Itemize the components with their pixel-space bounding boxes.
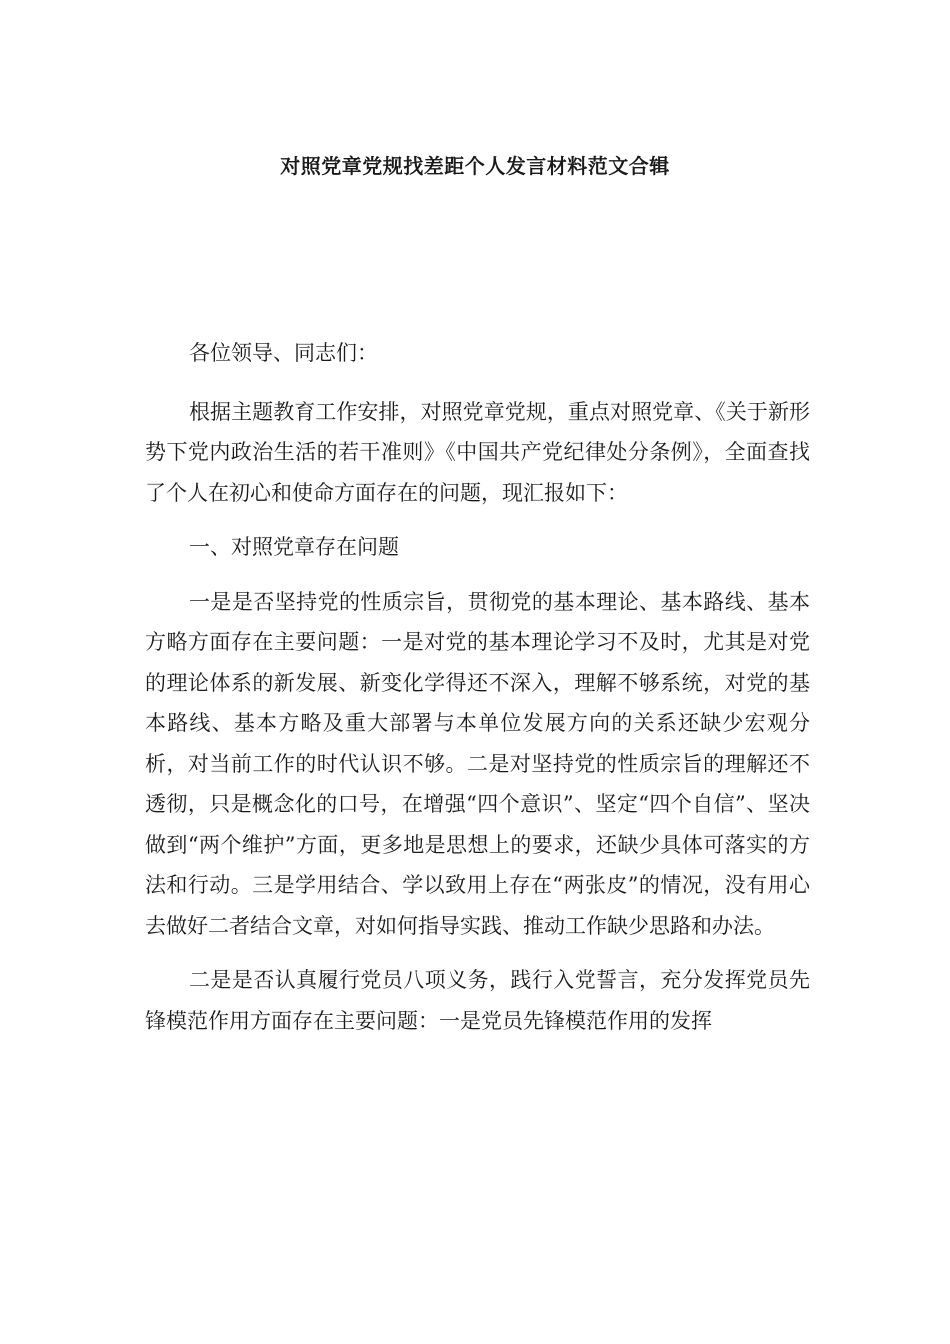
- document-body: [145, 333, 810, 1055]
- body-paragraph: 二是是否认真履行党员八项义务，践行入党誓言，充分发挥党员先锋模范作用方面存在主要问题：一是党员先锋模范作用的发挥: [145, 968, 810, 1033]
- salutation-paragraph: 各位领导、同志们：: [189, 341, 378, 365]
- section-heading: 一、对照党章存在问题: [189, 535, 399, 559]
- intro-paragraph: 根据主题教育工作安排，对照党章党规，重点对照党章、《关于新形势下党内政治生活的若干准则》《中国共产党纪律处分条例》，全面查找了个人在初心和使命方面存在的问题，现汇报如下：: [145, 399, 810, 505]
- body-paragraph: 一是是否坚持党的性质宗旨，贯彻党的基本理论、基本路线、基本方略方面存在主要问题：一是对党的基本理论学习不及时，尤其是对党的理论体系的新发展、新变化学得还不深入，理解不够系统，对党的基本路线、基本方略及重大部署与本单位发展方向的关系还缺少宏观分析，对当前工作的时代认识不够。二是对坚持党的性质宗旨的理解还不透彻，只是概念化的口号，在增强“四个意识”、坚定“四个自信”、坚决做到“两个维护”方面，更多地是思想上的要求，还缺少具体可落实的方法和行动。三是学用结合、学以致用上存在“两张皮”的情况，没有用心去做好二者结合文章，对如何指导实践、推动工作缺少思路和办法。: [145, 589, 810, 938]
- document-title: 对照党章党规找差距个人发言材料范文合辑: [280, 154, 670, 179]
